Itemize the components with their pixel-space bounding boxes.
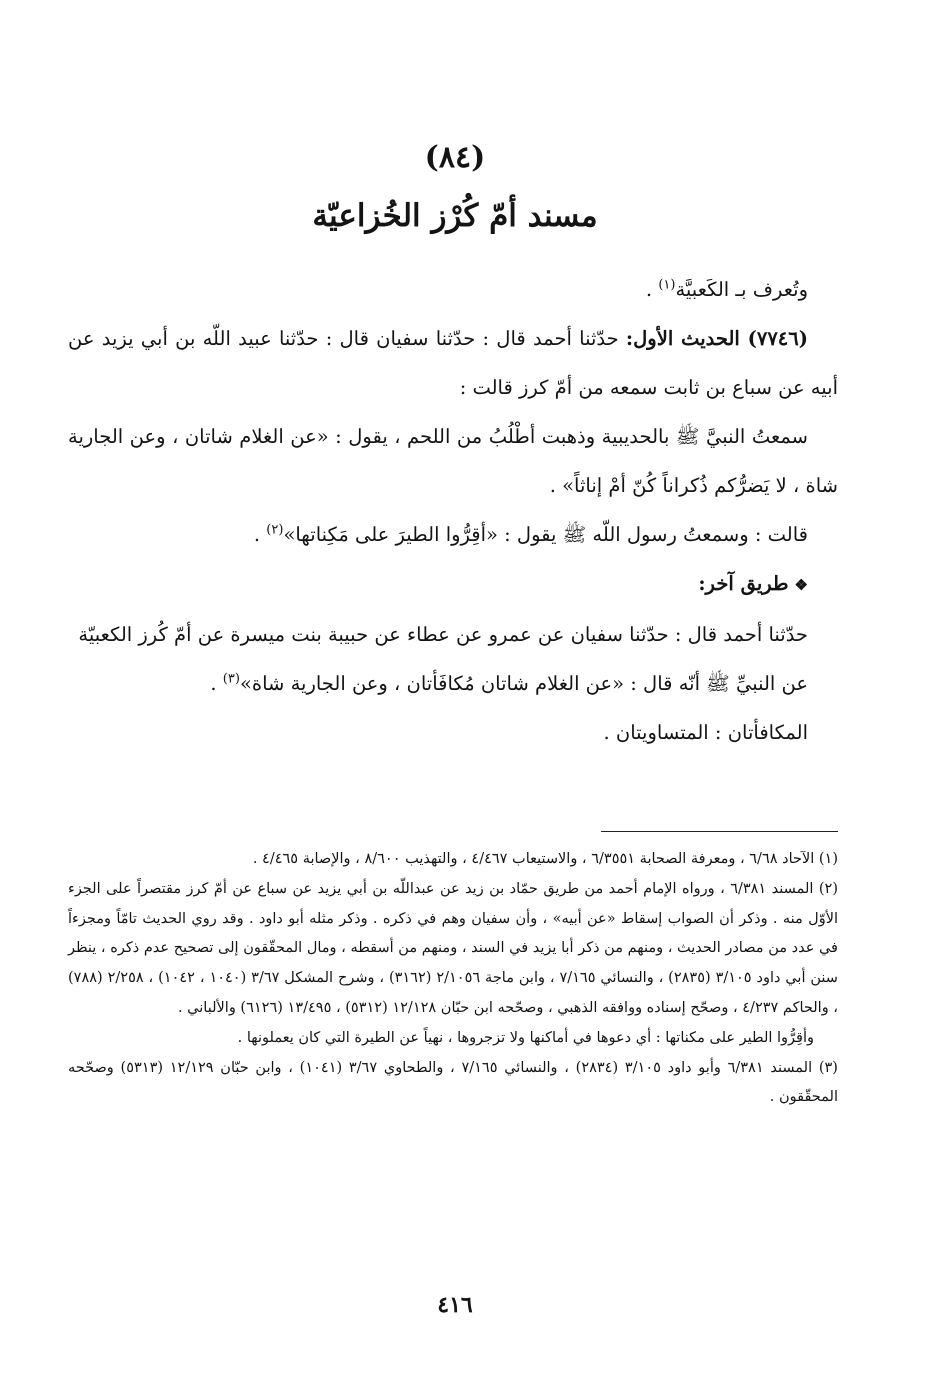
diamond-bullet-icon: ❖ (794, 576, 808, 594)
intro-text: وتُعرف بـ الكَعبيَّة (675, 278, 808, 301)
footnote-2: (٢) المسند ٦/٣٨١ ، ورواه الإمام أحمد من طريق حمّاد بن زيد عن عبداللّه بن أبي يزيد عن سباع عن أمّ كرز مقتصراً على الجزء الأوّل منه . وذكر أن الصواب إسقاط «عن أبيه» ، وأن سفيان وهم في ذكره . وذكر مثله أبو داود . وقد روي الحديث تامّاً ومجزءاً في عدد من مصادر الحديث ، ومنهم من ذكر أبا يزيد في السند ، ومنهم من أسقطه ، ومال المحقّقون إلى تصحيح عدم ذكره ، ينظر سنن أبي داود ٣/١٠٥ (٢٨٣٥) ، والنسائي ٧/١٦٥ ، وابن ماجة ٢/١٠٥٦ (٣١٦٢) ، وشرح المشكل ٣/٦٧ (١٠٤٠ ، ١٠٤٢) ، ٢/٢٥٨ (٧٨٨) ، والحاكم ٤/٢٣٧ ، وصحّح إسناده ووافقه الذهبي ، وصحّحه ابن حبّان ١٢/١٢٨ (٥٣١٢) ، ١٣/٤٩٥ (٦١٢٦) والألباني . (68, 880, 838, 1016)
gloss-paragraph (68, 708, 838, 757)
chapter-title: مسند أمّ كُرْز الخُزاعيّة (312, 198, 598, 234)
main-text (68, 265, 838, 757)
chapter-number: (٨٤) (424, 140, 486, 175)
other-chain-matn-tail: . (210, 672, 223, 695)
page-number: ٤١٦ (437, 1292, 473, 1318)
footnote-reference-3[interactable]: (٣) (222, 671, 240, 687)
hadith-matn: سمعتُ النبيَّ ﷺ بالحديبية وذهبت أطْلُبُ من اللحم ، يقول : «عن الغلام شاتان ، وعن الجارية شاة ، لا يَضرُّكم ذُكراناً كُنّ أمْ إناثاً» . (68, 425, 838, 497)
footnote-reference-1[interactable]: (١) (658, 277, 676, 293)
other-chain-matn-paragraph (68, 659, 838, 708)
footnote-reference-2[interactable]: (٢) (266, 522, 284, 538)
other-chain-heading-text: طريق آخر: (698, 572, 789, 595)
other-chain-isnad-paragraph (68, 610, 838, 659)
intro-tail: . (645, 278, 659, 301)
hadith-label: (٧٧٤٦) الحديث الأول: (625, 327, 808, 350)
other-chain-matn: عن النبيِّ ﷺ أنّه قال : «عن الغلام شاتان مُكافَأتان ، وعن الجارية شاة» (239, 672, 808, 695)
footnote-divider (601, 831, 838, 832)
hadith-second-paragraph (68, 510, 838, 559)
other-chain-isnad: حدّثنا أحمد قال : حدّثنا سفيان عن عمرو عن عطاء عن حبيبة بنت ميسرة عن أمّ كُرز الكعبيّة (78, 623, 808, 646)
footnote-2-gloss: وأقِرُّوا الطير على مكناتها : أي دعوها في أماكنها ولا تزجروها ، نهياً عن الطيرة التي كان يعملونها . (237, 1029, 814, 1046)
other-chain-heading (68, 559, 808, 610)
footnotes-section (68, 845, 838, 1113)
hadith-matn-paragraph (68, 412, 838, 510)
footnote-3: (٣) المسند ٦/٣٨١ وأبو داود ٣/١٠٥ (٢٨٣٤) ، والنسائي ٧/١٦٥ ، والطحاوي ٣/٦٧ (١٠٤١) ، وابن حبّان ١٢/١٢٩ (٥٣١٣) وصحّحه المحقّقون . (68, 1059, 838, 1106)
intro-paragraph (68, 265, 838, 314)
gloss-text: المكافأتان : المتساويتان . (603, 721, 808, 744)
hadith-second-text: قالت : وسمعتُ رسول اللّه ﷺ يقول : «أقِرُّوا الطيرَ على مَكِناتها» (283, 523, 808, 546)
footnote-1: (١) الآحاد ٦/٦٨ ، ومعرفة الصحابة ٦/٣٥٥١ ، والاستيعاب ٤/٤٦٧ ، والتهذيب ٨/٦٠٠ ، والإصابة ٤/٤٦٥ . (252, 851, 838, 867)
hadith-isnad: حدّثنا أحمد قال : حدّثنا سفيان قال : حدّثنا عبيد اللّه بن أبي يزيد عن أبيه عن سباع بن ثابت سمعه من أمّ كرز قالت : (68, 327, 838, 399)
hadith-second-tail: . (253, 523, 267, 546)
hadith-isnad-paragraph (68, 314, 838, 412)
